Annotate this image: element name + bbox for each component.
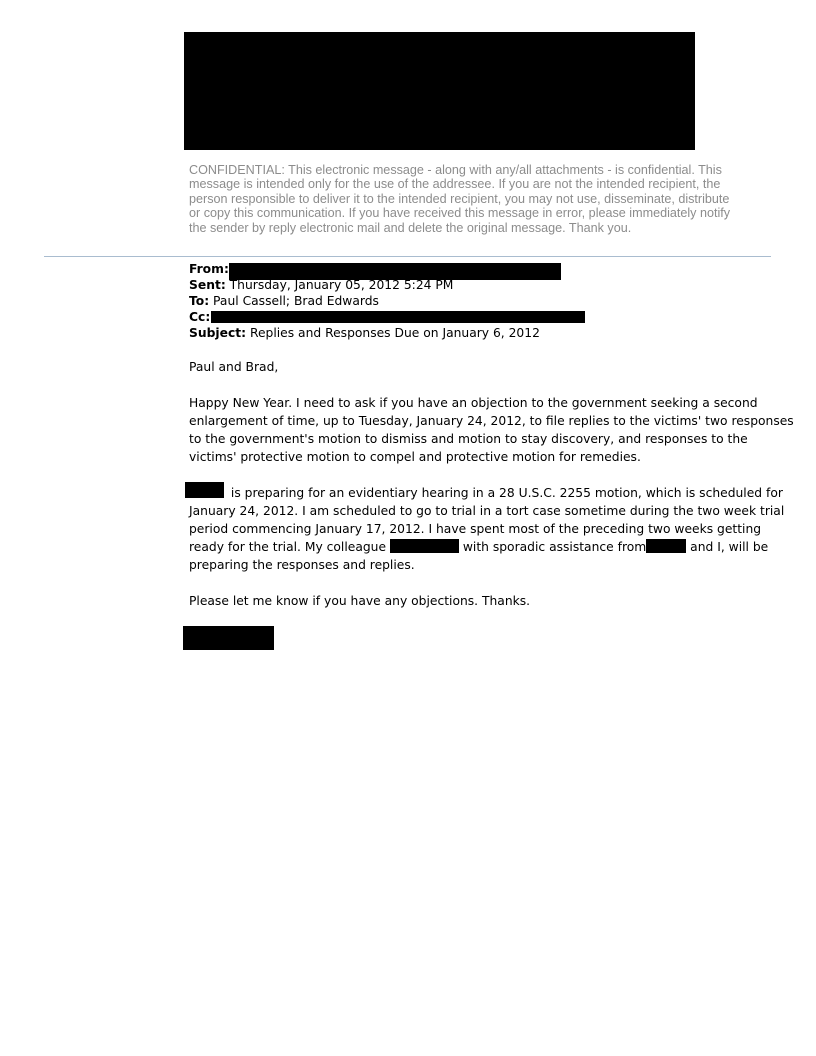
subject-label: Subject: xyxy=(189,326,247,340)
greeting: Paul and Brad, xyxy=(189,360,279,374)
paragraph-line: January 24, 2012. I am scheduled to go to trial in a tort case sometime during the two week trial xyxy=(189,504,785,518)
subject-row xyxy=(189,326,540,341)
disclaimer-line: the sender by reply electronic mail and delete the original message. Thank you. xyxy=(189,220,632,235)
disclaimer-line: or copy this communication. If you have received this message in error, please immediately notify xyxy=(189,206,731,221)
paragraph-text: and I, will be xyxy=(686,540,769,554)
paragraph-line: period commencing January 17, 2012. I have spent most of the preceding two weeks getting xyxy=(189,522,762,536)
disclaimer-line: person responsible to deliver it to the intended recipient, you may not use, disseminate, distribute xyxy=(189,191,730,206)
paragraph-text: ready for the trial. My colleague xyxy=(189,540,390,554)
header-redaction-block xyxy=(184,32,695,150)
paragraph-line: victims' protective motion to compel and protective motion for remedies. xyxy=(189,450,641,464)
sent-row xyxy=(189,278,453,293)
assistant-redaction xyxy=(646,539,686,553)
sent-value: Thursday, January 05, 2012 5:24 PM xyxy=(229,278,454,292)
disclaimer-line: CONFIDENTIAL: This electronic message - along with any/all attachments - is confidential. This xyxy=(189,163,722,177)
to-label: To: xyxy=(189,294,210,308)
closing: Please let me know if you have any objections. Thanks. xyxy=(189,594,531,608)
paragraph-line xyxy=(189,538,774,556)
confidentiality-disclaimer xyxy=(189,163,771,235)
cc-row xyxy=(189,310,210,325)
to-value: Paul Cassell; Brad Edwards xyxy=(213,294,379,308)
colleague-redaction xyxy=(390,539,459,553)
paragraph-line: to the government's motion to dismiss and motion to stay discovery, and responses to the xyxy=(189,432,748,446)
disclaimer-line: message is intended only for the use of the addressee. If you are not the intended recipient, the xyxy=(189,177,721,192)
paragraph-line: Happy New Year. I need to ask if you have an objection to the government seeking a second xyxy=(189,396,758,410)
paragraph-text: with sporadic assistance from xyxy=(458,540,647,554)
section-divider xyxy=(44,256,771,257)
from-row xyxy=(189,262,229,277)
cc-redaction xyxy=(211,311,585,323)
paragraph-line: enlargement of time, up to Tuesday, January 24, 2012, to file replies to the victims' two responses xyxy=(189,414,794,428)
subject-value: Replies and Responses Due on January 6, 2012 xyxy=(249,326,540,340)
paragraph-2 xyxy=(189,484,785,574)
from-label: From: xyxy=(189,262,229,276)
signature-redaction xyxy=(183,626,274,650)
sent-label: Sent: xyxy=(189,278,226,292)
cc-label: Cc: xyxy=(189,310,211,324)
paragraph-line: preparing the responses and replies. xyxy=(189,558,415,572)
to-row xyxy=(189,294,379,309)
paragraph-1 xyxy=(189,394,794,466)
paragraph-line xyxy=(189,484,783,502)
paragraph-text: is preparing for an evidentiary hearing in a 28 U.S.C. 2255 motion, which is scheduled for xyxy=(227,486,783,500)
